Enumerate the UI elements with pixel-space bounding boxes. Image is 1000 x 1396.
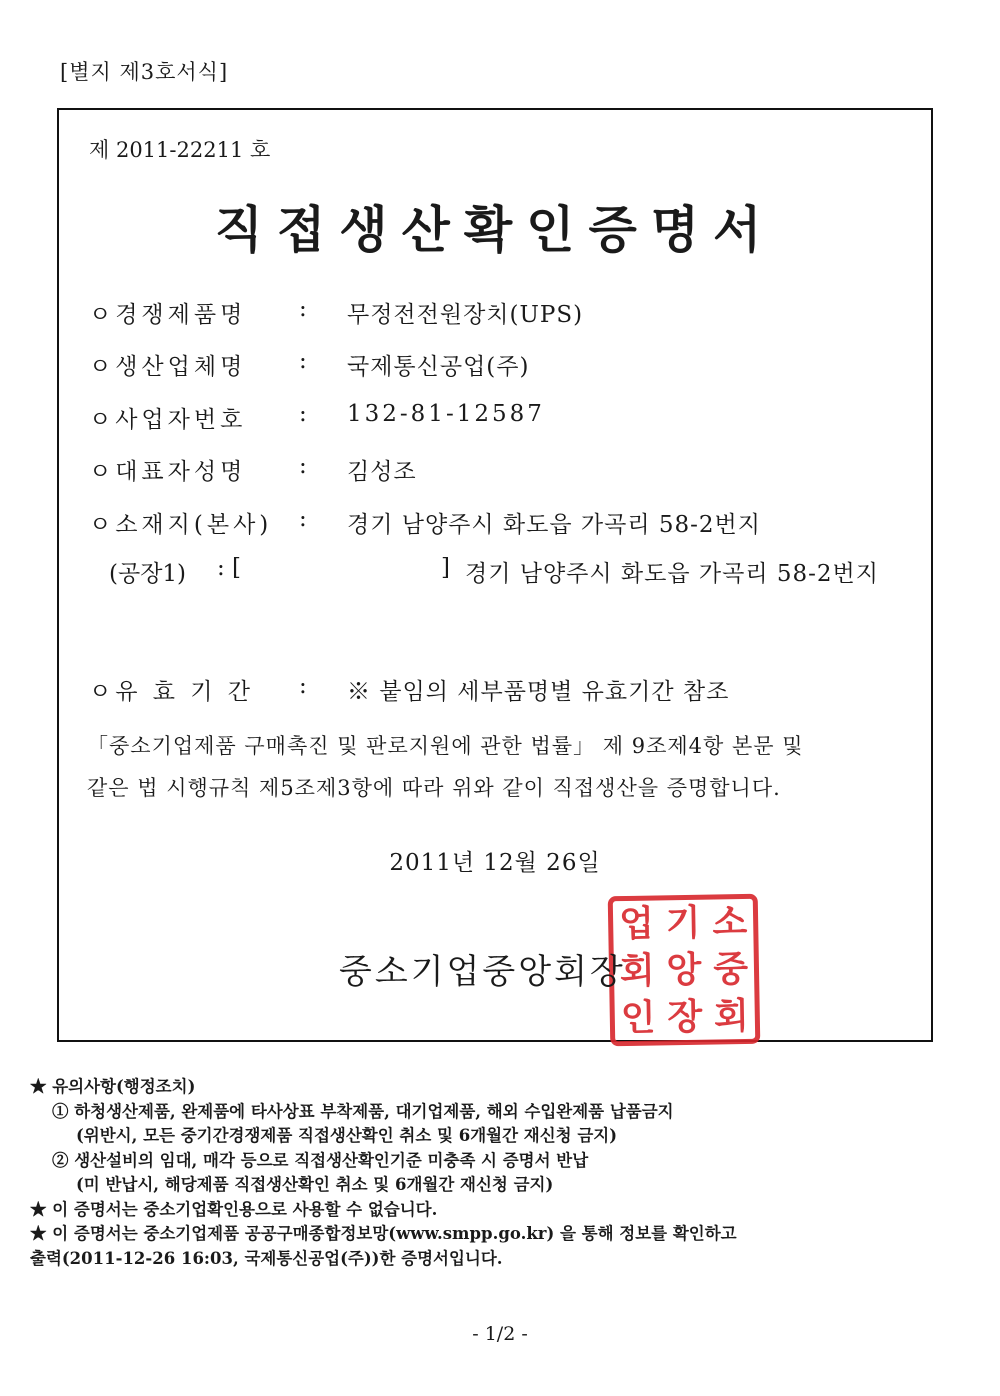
field-label: ㅇ사업자번호: [89, 407, 247, 433]
page-number: - 1/2 -: [472, 1323, 528, 1345]
seal-char: 업: [618, 902, 655, 946]
factory-close-bracket: ]: [441, 555, 450, 581]
note-item: (위반시, 모든 중기간경쟁제품 직접생산확인 취소 및 6개월간 재신청 금지): [76, 1126, 618, 1145]
seal-char: 장: [667, 995, 703, 1038]
field-colon: :: [299, 401, 307, 427]
field-value: 경기 남양주시 화도읍 가곡리 58-2번지: [347, 512, 761, 538]
note-item: ★ 이 증명서는 중소기업확인용으로 사용할 수 없습니다.: [30, 1199, 438, 1219]
field-label: ㅇ유 효 기 간: [89, 679, 255, 705]
field-label: ㅇ생산업체명: [89, 354, 247, 380]
field-value: 무정전전원장치(UPS): [347, 302, 584, 328]
field-value: 132-81-12587: [347, 401, 545, 427]
official-seal: [608, 894, 761, 1047]
field-colon: :: [299, 296, 307, 322]
notes-section: [30, 1075, 737, 1271]
seal-char: 중: [712, 947, 749, 991]
note-item: 출력(2011-12-26 16:03, 국제통신공업(주))한 증명서입니다.: [30, 1248, 503, 1268]
factory-label: (공장1): [109, 561, 187, 587]
note-item: ★ 이 증명서는 중소기업제품 공공구매종합정보망(www.smpp.go.kr) 을 통해 정보를 확인하고: [30, 1224, 737, 1243]
note-item: ① 하청생산제품, 완제품에 타사상표 부착제품, 대기업제품, 해외 수입완제품 납품금지: [52, 1101, 674, 1121]
seal-char: 기: [665, 902, 701, 945]
field-colon: :: [299, 348, 307, 374]
field-value: 김성조: [347, 459, 417, 485]
field-value: 국제통신공업(주): [347, 354, 530, 380]
law-text-line: 「중소기업제품 구매촉진 및 판로지원에 관한 법률」 제 9조제4항 본문 및: [87, 734, 804, 758]
seal-char: 앙: [666, 948, 702, 992]
field-colon: :: [299, 506, 307, 532]
certificate-title: 직접생산확인증명서: [214, 200, 776, 259]
seal-char: 회: [619, 949, 656, 993]
seal-char: 인: [620, 996, 656, 1039]
seal-char: 회: [713, 994, 750, 1038]
law-text-line: 같은 법 시행규칙 제5조제3항에 따라 위와 같이 직접생산을 증명합니다.: [87, 776, 781, 800]
notes-heading: ★ 유의사항(행정조치): [30, 1077, 196, 1096]
form-tag: [별지 제3호서식]: [60, 60, 229, 84]
issue-date: 2011년 12월 26일: [389, 850, 601, 876]
issuer-name: 중소기업중앙회장: [339, 952, 626, 992]
field-colon: :: [299, 673, 307, 699]
seal-char: 소: [712, 901, 748, 944]
field-label: ㅇ경쟁제품명: [89, 302, 247, 328]
certificate-number: 제 2011-22211 호: [89, 138, 271, 162]
certificate-box: [57, 108, 933, 1042]
note-item: ② 생산설비의 임대, 매각 등으로 직접생산확인기준 미충족 시 증명서 반납: [52, 1150, 589, 1170]
field-value: ※ 붙임의 세부품명별 유효기간 참조: [347, 679, 730, 705]
field-colon: :: [299, 453, 307, 479]
factory-address: 경기 남양주시 화도읍 가곡리 58-2번지: [465, 561, 879, 587]
note-item: (미 반납시, 해당제품 직접생산확인 취소 및 6개월간 재신청 금지): [76, 1175, 554, 1194]
factory-open-bracket: : [: [217, 555, 242, 581]
field-label: ㅇ소재지(본사): [89, 512, 273, 538]
field-label: ㅇ대표자성명: [89, 459, 247, 485]
